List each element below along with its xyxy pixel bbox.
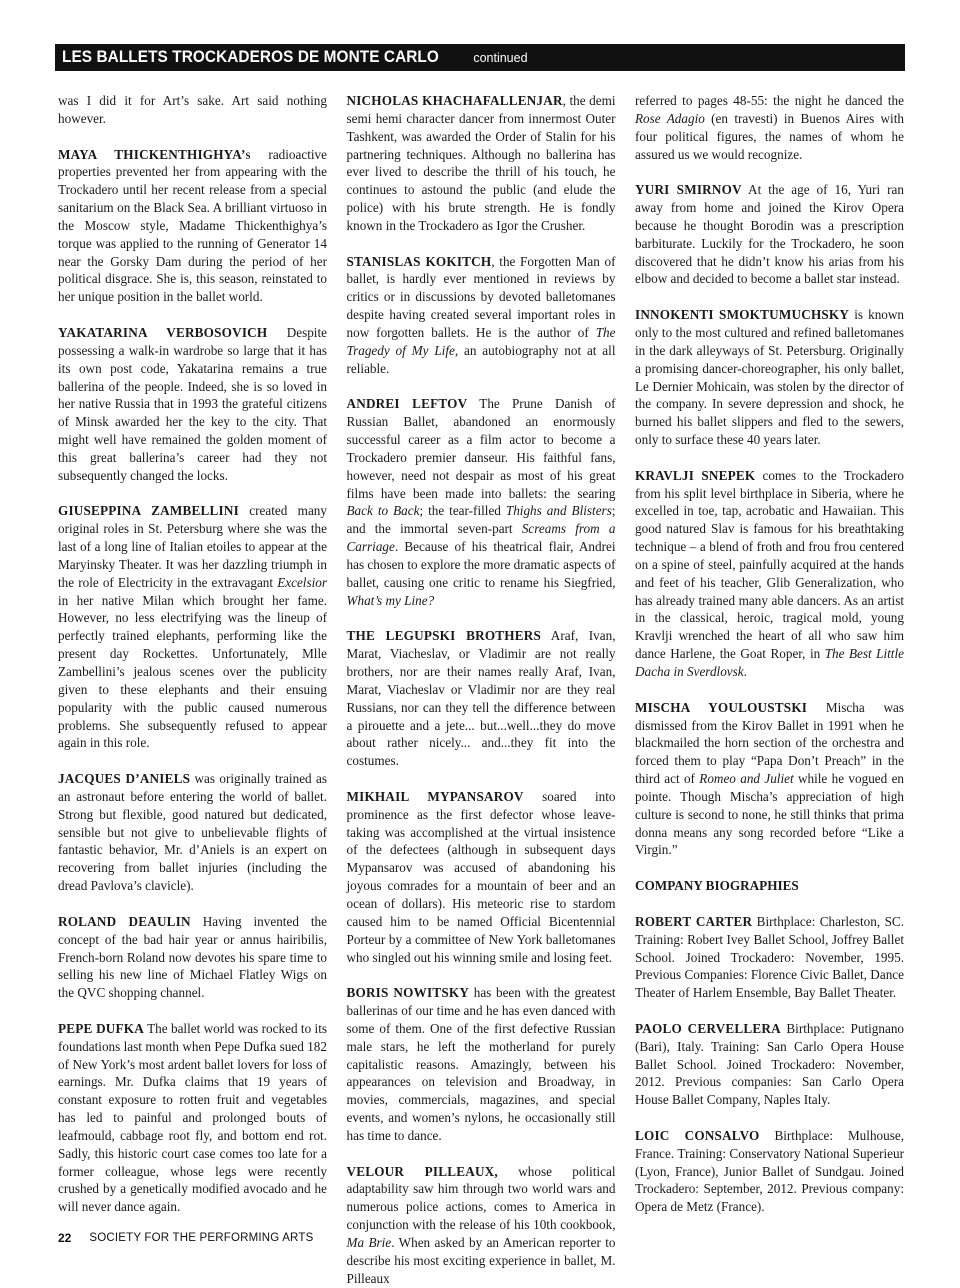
italic-title: Rose Adagio bbox=[635, 110, 705, 126]
bio-text: radioactive properties prevented her from appearing with the Trockadero until her recent release from a special sanitarium on the Black Sea. A brilliant virtuoso in the Moscow style, Madame Thickenthighya’s torque was applied to the running of Generator 14 near the Gorsky Dam during the period of her political disgrace. She is, this season, reinstated to her unique position in the ballet world. bbox=[58, 146, 327, 305]
dancer-name: STANISLAS KOKITCH bbox=[346, 253, 492, 269]
bio-entry bbox=[635, 1127, 904, 1216]
dancer-name: THE LEGUPSKI BROTHERS bbox=[346, 628, 542, 644]
bio-text: ; and the immortal seven-part bbox=[346, 503, 616, 537]
bio-entry bbox=[635, 913, 904, 1002]
dancer-name: JACQUES D’ANIELS bbox=[58, 771, 191, 787]
bio-text: , the Forgotten Man of ballet, is hardly ever mentioned in reviews by critics or in discussions by devoted balletomanes despite having created several important roles in now forgotten ballets. He is the author of bbox=[346, 253, 616, 340]
bio-entry bbox=[58, 913, 327, 1002]
dancer-name: YAKATARINA VERBOSOVICH bbox=[58, 324, 268, 340]
bio-text: was I did it for Art’s sake. Art said nothing however. bbox=[58, 93, 327, 126]
bio-text: has been with the greatest ballerinas of our time and he has even danced with some of them. One of the first defective Russian male stars, he left the motherland for purely capitalistic reasons. Amazingly, between his appearances on television and Broadway, in movies, commercials, magazines, and special events, and women’s nylons, he occasionally still has time to dance. bbox=[346, 985, 616, 1143]
bio-entry bbox=[58, 92, 327, 128]
bio-text: . bbox=[743, 664, 747, 679]
section-heading: COMPANY BIOGRAPHIES bbox=[635, 878, 799, 894]
bio-text: comes to the Trockadero from his split level birthplace in Siberia, where he excelled in toe, tap, acrobatic and Hawaiian. This good natured Slav is famous for his breathtaking technique – a blend of froth and frou frou centered on a spine of steel, painfully acquired at the hands and feet of his teacher, Glib Generalization, who has already trained many able dancers. As an artist in the classical, heroic, tragical mold, young Kravlji wrenched the heart of all who saw him dance Harlene, the Goat Roper, in bbox=[635, 467, 904, 662]
dancer-name: LOIC CONSALVO bbox=[635, 1127, 760, 1143]
column-2 bbox=[346, 92, 616, 1286]
bio-entry bbox=[347, 253, 616, 378]
bio-text: The Prune Danish of Russian Ballet, abandoned an enormously successful career as a film actor to become a Trockadero premier danseur. His faithful fans, however, need not despair as most of his great films have been made into ballets: the searing bbox=[346, 396, 616, 501]
bio-entry bbox=[347, 92, 616, 235]
bio-text: Having invented the concept of the bad hair year or annus hairibilis, French-born Roland now devotes his spare time to selling his new line of Michael Flatley Wigs on the QVC shopping channel. bbox=[58, 913, 327, 1001]
bio-text: (en travesti) in Buenos Aires with four political figures, the names of whom he assured us we would recognize. bbox=[635, 110, 904, 162]
publication-name: SOCIETY FOR THE PERFORMING ARTS bbox=[89, 1232, 314, 1244]
bio-text: Birthplace: Putignano (Bari), Italy. Training: San Carlo Opera House Ballet School. Joined Trockadero: November, 2012. Previous companies: San Carlo Opera House Ballet Company, Naples Italy. bbox=[635, 1020, 905, 1108]
italic-title: Ma Brie bbox=[346, 1235, 392, 1250]
bio-text: . When asked by an American reporter to describe his most exciting experience in ballet, M. Pilleaux bbox=[346, 1235, 616, 1286]
italic-title: Excelsior bbox=[277, 574, 327, 590]
bio-text: was originally trained as an astronaut before entering the world of ballet. Strong but flexible, good natured but dedicated, sensible but not give to unbelievable flights of fantastic behavior, Mr. d’Aniels is an expert on recovering from ballet injuries (including the dread Pavlova’s clavicle). bbox=[58, 771, 327, 894]
bio-entry bbox=[58, 324, 327, 485]
bio-entry bbox=[635, 467, 904, 681]
bio-text: Mischa was dismissed from the Kirov Ballet in 1991 when he blackmailed the horn section of the orchestra and forced them to play “Papa Don’t Preach” in the third act of bbox=[635, 699, 904, 787]
bio-text: , the demi semi hemi character dancer from innermost Outer Tashkent, was awarded the Order of Stalin for his partnering techniques. Although no ballerina has ever lived to describe the thrill of his touch, he continues to astound the public (and elude the police) with his brute strength. He is fondly known in the Trockadero as Igor the Crusher. bbox=[346, 93, 616, 233]
bio-text: created many original roles in St. Petersburg where she was the last of a long line of Italian etoiles to appear at the Maryinsky Theater. It was her dazzling triumph in the role of Electricity in the extravagant bbox=[58, 503, 327, 590]
dancer-name: GIUSEPPINA ZAMBELLINI bbox=[58, 503, 239, 519]
bio-text: Birthplace: Mulhouse, France. Training: Conservatory National Superieur (Lyon, France), Junior Ballet of Sundgau. Joined Trockadero: September, 2012. Previous company: Opera de Metz (France). bbox=[635, 1127, 905, 1215]
italic-title: What’s my Line? bbox=[346, 592, 435, 608]
bio-text: At the age of 16, Yuri ran away from home and joined the Kirov Opera because he thought Borodin was a prescription barbiturate. Luckily for the Trockadero, he soon discovered that he didn’t know his arias from his elbow and decided to become a ballet star instead. bbox=[635, 182, 904, 287]
dancer-name: INNOKENTI SMOKTUMUCHSKY bbox=[635, 307, 850, 323]
bio-entry bbox=[347, 627, 616, 770]
dancer-name: PEPE DUFKA bbox=[58, 1020, 144, 1036]
dancer-name: YURI SMIRNOV bbox=[635, 182, 742, 198]
dancer-name: KRAVLJI SNEPEK bbox=[635, 467, 756, 483]
bio-entry bbox=[347, 788, 616, 966]
italic-title: Romeo and Juliet bbox=[699, 771, 794, 787]
bio-entry bbox=[635, 699, 904, 860]
bio-entry bbox=[635, 181, 904, 288]
bio-text: ; the tear-filled bbox=[419, 503, 506, 519]
column-3 bbox=[635, 92, 904, 1217]
bio-entry bbox=[347, 1163, 616, 1288]
bio-text: soared into prominence as the first defector whose leave-taking was accomplished at the virtual insistence of the defectees (although in subsequent days Mypansarov was accused of abandoning his joyous comrades for a mountain of beer and an ocean of dollars). His meteoric rise to stardom caused him to be named Official Bicentennial Porteur by a committee of New York balletomanes who singled out his winning smile and losing feet. bbox=[346, 788, 616, 965]
page-footer bbox=[58, 1230, 313, 1246]
bio-text: The ballet world was rocked to its foundations last month when Pepe Dufka sued 182 of New York’s most ardent ballet lovers for loss of earnings. Mr. Dufka claims that 19 years of constant exposure to rotten fruit and vegetables has led to painful and prolonged bouts of leafmould, cabbage root fly, and bottom end rot. Sadly, this historic court case comes too late for a former colleague, whose legs were recently crushed by a genetically modified avocado and he will never dance again. bbox=[58, 1020, 327, 1215]
bio-text: Despite possessing a walk-in wardrobe so large that it has its own post code, Yakatarina remains a true ballerina of the people. Indeed, she is so loved in her native Russia that in 1993 the grateful citizens of Minsk awarded her the key to the city. That might well have remained the golden moment of this great ballerina’s career had they not subsequently changed the locks. bbox=[58, 324, 327, 483]
dancer-name: MAYA THICKENTHIGHYA’s bbox=[58, 146, 251, 162]
dancer-name: PAOLO CERVELLERA bbox=[635, 1020, 781, 1036]
bio-entry bbox=[58, 1020, 327, 1216]
bio-text: while he vogued en pointe. Though Mischa’s appreciation of high culture is second to none, he still thinks that prima donna means any song recorded before “Like a Virgin.” bbox=[635, 771, 905, 858]
bio-entry bbox=[347, 984, 616, 1145]
column-1 bbox=[58, 92, 327, 1217]
dancer-name: MISCHA YOULOUSTSKI bbox=[635, 699, 808, 715]
dancer-name: ANDREI LEFTOV bbox=[346, 396, 468, 412]
italic-title: The Best Little Dacha in Sverdlovsk bbox=[635, 646, 904, 679]
dancer-name: ROLAND DEAULIN bbox=[58, 913, 191, 929]
page-number: 22 bbox=[58, 1231, 72, 1245]
italic-title: The Tragedy of My Life bbox=[346, 324, 616, 358]
bio-text: is known only to the most cultured and refined balletomanes in the dark alleyways of St. Petersburg. Originally a promising dancer-choreographer, his only ballet, Le Dernier Mohicain, was stolen by the director of the company. In severe depression and shock, he burned his ballet slippers and fled to the sewers, only to surface these 40 years later. bbox=[635, 307, 904, 448]
bio-text: referred to pages 48-55: the night he danced the bbox=[635, 93, 904, 108]
bio-text: whose political adaptability saw him through two world wars and numerous police actions, comes to America in conjunction with the release of his 10th cookbook, bbox=[346, 1163, 616, 1233]
dancer-name: VELOUR PILLEAUX, bbox=[346, 1163, 498, 1179]
bio-entry bbox=[635, 1020, 904, 1109]
bio-entry bbox=[635, 92, 904, 163]
bio-text: in her native Milan which brought her fame. However, no less electrifying was the lineup of perfectly trained elephants, performing like the present day Rockettes. Unfortunately, Mlle Zambellini’s jealous scenes over the publicity given to these elephants and their ensuing popularity with the public caused numerous problems. She subsequently refused to appear again in this role. bbox=[58, 592, 327, 751]
bio-text: . Because of his theatrical flair, Andrei has chosen to explore the more dramatic aspects of ballet, causing one critic to rename his Siegfried, bbox=[346, 539, 616, 590]
dancer-name: MIKHAIL MYPANSAROV bbox=[346, 788, 524, 804]
bio-entry bbox=[635, 306, 904, 449]
header-title: LES BALLETS TROCKADEROS DE MONTE CARLO bbox=[62, 48, 439, 66]
dancer-name: ROBERT CARTER bbox=[635, 913, 753, 929]
dancer-name: NICHOLAS KHACHAFALLENJAR bbox=[346, 93, 563, 108]
dancer-name: BORIS NOWITSKY bbox=[346, 985, 470, 1001]
italic-title: Back to Back bbox=[346, 503, 420, 519]
page-header bbox=[55, 44, 905, 71]
italic-title: Thighs and Blisters bbox=[505, 503, 612, 519]
header-subtitle: continued bbox=[473, 50, 528, 65]
bio-text: Araf, Ivan, Marat, Viacheslav, or Vladimir are not really brothers, nor are their names really Araf, Ivan, Marat, Viacheslav or Vladimir nor are they real Russians, nor can they tell the difference between a pirouette and a jete... but...well...they do move about rather nicely... and...they fit into the costumes. bbox=[346, 628, 616, 769]
bio-entry bbox=[58, 502, 327, 752]
italic-title: Screams from a Carriage bbox=[346, 521, 616, 555]
bio-entry bbox=[347, 395, 616, 609]
bio-text: , an autobiography not at all reliable. bbox=[346, 342, 616, 376]
bio-text: Birthplace: Charleston, SC. Training: Robert Ivey Ballet School, Joffrey Ballet School. Joined Trockadero: November, 1995. Previous Companies: Florence Civic Ballet, Dance Theater of Harlem Ensemble, Bay Ballet Theater. bbox=[635, 913, 905, 1001]
bio-entry bbox=[58, 146, 327, 307]
bio-entry bbox=[58, 770, 327, 895]
